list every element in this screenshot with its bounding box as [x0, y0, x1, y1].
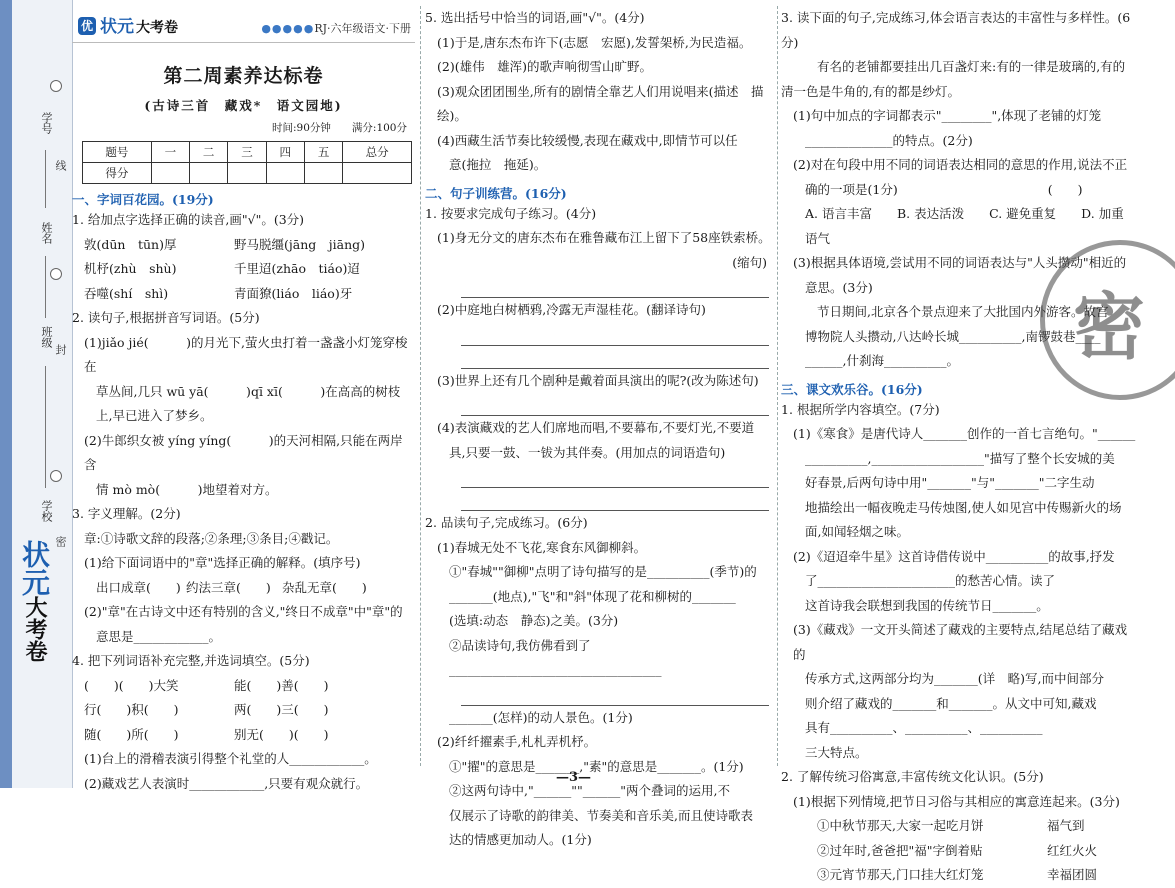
vertical-logo: 状元大考卷 [18, 540, 51, 662]
passage-line: 有名的老铺都要挂出几百盏灯来:有的一律是玻璃的,有的 [817, 59, 1126, 74]
question-line[interactable]: 则介绍了藏戏的_______和_______。从文中可知,藏戏 [805, 695, 1097, 711]
column-divider [777, 6, 779, 766]
question-line: 三大特点。 [805, 744, 868, 760]
question-line[interactable]: 好春景,后两句诗中用"_______"与"_______"二字生动 [805, 475, 1095, 490]
match-right[interactable]: 红红火火 [1047, 842, 1098, 858]
question: 3. 字义理解。(2分) [72, 506, 181, 521]
passage-line: 清一色是牛角的,有的都是纱灯。 [781, 83, 960, 99]
score-label-cell: 得分 [83, 163, 152, 184]
field-school: 学校 [40, 500, 53, 522]
series-label: ●●●●●RJ·六年级语文·下册 [261, 22, 411, 35]
cut-mark: 封 [54, 344, 67, 355]
question-line: 情 mò mò( )地望着对方。 [96, 481, 278, 497]
question-line[interactable]: 确的一项是(1分) ( ) [805, 181, 1083, 197]
score-header-cell: 总分 [343, 142, 412, 163]
punch-hole [50, 80, 62, 92]
idiom-item[interactable]: 两( )三( ) [234, 702, 329, 717]
question-line[interactable]: ②品读诗句,我仿佛看到了__________________________________ [449, 637, 662, 677]
question-line[interactable]: _______(地点),"飞"和"斜"体现了花和柳树的_______ [449, 588, 736, 604]
question-line: (1)jiǎo jié( )的月光下,萤火虫打着一盏盏小灯笼穿梭在 [84, 334, 408, 374]
question-line: 意思。(3分) [805, 279, 873, 295]
pinyin-item[interactable]: 野马脱缰(jāng jiāng) [234, 236, 366, 252]
question-line[interactable]: 传承方式,这两部分均为_______(详 略)写,而中间部分 [805, 671, 1104, 686]
question-line: 达的情感更加动人。(1分) [449, 832, 592, 847]
score-input-cell[interactable] [190, 163, 228, 184]
question-line: (3)世界上还有几个剧种是戴着面具演出的呢?(改为陈述句) [437, 372, 759, 388]
question-line: (1)身无分文的唐东杰布在雅鲁藏布江上留下了58座铁索桥。 [437, 230, 771, 245]
match-right[interactable]: 福气到 [1047, 818, 1085, 833]
strip-edge [0, 0, 12, 788]
question-line[interactable]: 具有__________、__________、__________ [805, 720, 1043, 735]
question-line[interactable]: 这首诗我会联想到我国的传统节日_______。 [805, 597, 1049, 613]
question: 2. 读句子,根据拼音写词语。(5分) [72, 310, 260, 325]
question-line[interactable]: ①"擢"的意思是_______,"素"的意思是_______。(1分) [449, 758, 744, 774]
options-line[interactable]: A. 语言丰富 B. 表达活泼 C. 避免重复 D. 加重语气 [805, 206, 1124, 246]
score-input-cell[interactable] [343, 163, 412, 184]
question-note: (缩句) [732, 254, 767, 270]
question-line: (3)根据具体语境,尝试用不同的词语表达与"人头攒动"相近的 [793, 255, 1127, 270]
exam-meta: 时间:90分钟 满分:100分 [272, 122, 407, 134]
answer-line[interactable] [461, 393, 769, 416]
answer-line[interactable] [461, 465, 769, 488]
score-input-cell[interactable] [228, 163, 266, 184]
question-line[interactable]: (2)(雄伟 雄浑)的歌声响彻雪山旷野。 [437, 59, 652, 74]
question-line[interactable]: (1)《寒食》是唐代诗人_______创作的一首七言绝句。"______ [793, 426, 1136, 441]
pinyin-grid [72, 233, 415, 307]
field-student-number: 学号 [40, 112, 53, 134]
score-header-cell: 一 [151, 142, 189, 163]
field-line [45, 150, 46, 208]
question-line[interactable]: ______________的特点。(2分) [805, 132, 973, 148]
cut-mark: 密 [54, 536, 67, 547]
question-line: 仅展示了诗歌的韵律美、节奏美和音乐美,而且使诗歌表 [449, 807, 753, 823]
pinyin-item[interactable]: 吞噬(shí shì) [84, 285, 169, 301]
punch-hole [50, 268, 62, 280]
answer-line[interactable] [461, 346, 769, 369]
secret-stamp: 密 [1040, 240, 1175, 400]
idiom-item[interactable]: 能( )善( ) [234, 677, 329, 693]
passage-line: 节日期间,北京各个景点迎来了大批国内外游客。故宫 [817, 304, 1109, 319]
match-right[interactable]: 幸福团圆 [1047, 867, 1098, 882]
question-line[interactable]: (4)西藏生活节奏比较缓慢,表现在藏戏中,即情节可以任 [437, 132, 738, 148]
punch-hole [50, 470, 62, 482]
score-header-cell: 二 [190, 142, 228, 163]
idiom-item[interactable]: 行( )积( ) [84, 702, 179, 717]
question-line: (2)"章"在古诗文中还有特别的含义,"终日不成章"中"章"的 [84, 604, 403, 619]
pinyin-item[interactable]: 机杼(zhù shù) [84, 261, 177, 276]
choice-row [72, 576, 415, 601]
answer-line[interactable] [461, 683, 769, 706]
page-number: —3— [556, 770, 592, 785]
question-line[interactable]: __________,__________________"描写了整个长安城的美 [805, 450, 1115, 466]
question-line: (2)纤纤擢素手,札札弄机杼。 [437, 734, 597, 749]
question-line: 上,早已进入了梦乡。 [96, 408, 213, 423]
match-left[interactable]: ①中秋节那天,大家一起吃月饼 [817, 818, 984, 833]
match-left[interactable]: ②过年时,爸爸把"福"字倒着贴 [817, 842, 983, 858]
question-line[interactable]: ①"春城""御柳"点明了诗句描写的是__________(季节)的 [449, 564, 757, 579]
question-line[interactable]: (1)句中加点的字词都表示"________",体现了老铺的灯笼 [793, 108, 1102, 123]
definition-line: 章:①诗歌文辞的段落;②条理;③条目;④戳记。 [84, 530, 339, 546]
idiom-item[interactable]: 别无( )( ) [234, 726, 329, 742]
exam-subtitle: (古诗三首 藏戏* 语文园地) [144, 98, 343, 113]
page-header [72, 6, 415, 43]
question-line: 地描绘出一幅夜晚走马传烛图,使人如见宫中传赐新火的场 [805, 499, 1122, 515]
question: 5. 选出括号中恰当的词语,画"√"。(4分) [425, 10, 645, 25]
question-line: (3)《藏戏》一文开头简述了藏戏的主要特点,结尾总结了藏戏的 [793, 622, 1128, 662]
question: 1. 根据所学内容填空。(7分) [781, 401, 940, 417]
field-line [45, 256, 46, 318]
question-line[interactable]: ②这两句诗中,"______""______"两个叠词的运用,不 [449, 783, 730, 798]
section-heading: 二、句子训练营。(16分) [425, 185, 567, 201]
question-line: (2)牛郎织女被 yíng yíng( )的天河相隔,只能在两岸含 [84, 432, 403, 472]
idiom-item[interactable]: 随( )所( ) [84, 726, 179, 742]
field-name: 姓名 [40, 222, 53, 244]
question: 3. 读下面的句子,完成练习,体会语言表达的丰富性与多样性。(6分) [781, 10, 1131, 50]
question-line[interactable]: (1)于是,唐东杰布许下(志愿 宏愿),发誓架桥,为民造福。 [437, 34, 752, 50]
section-heading: 三、课文欢乐谷。(16分) [781, 381, 923, 397]
question-line[interactable]: 了______________________的愁苦心情。读了 [805, 573, 1056, 588]
question-line[interactable]: 意(拖拉 拖延)。 [449, 157, 547, 172]
match-left[interactable]: ③元宵节那天,门口挂大红灯笼 [817, 867, 984, 882]
column-2 [425, 6, 775, 853]
question-line: (2)中庭地白树栖鸦,冷露无声湿桂花。(翻译诗句) [437, 302, 706, 317]
question: 2. 品读句子,完成练习。(6分) [425, 515, 588, 530]
score-header-cell: 五 [304, 142, 342, 163]
question-line[interactable]: (3)观众团团围坐,所有的剧情全靠艺人们用说唱来(描述 描绘)。 [437, 83, 764, 123]
answer-line[interactable] [461, 323, 769, 346]
question-line: (1)根据下列情境,把节日习俗与其相应的寓意连起来。(3分) [793, 793, 1120, 809]
score-input-cell[interactable] [304, 163, 342, 184]
column-divider [420, 6, 422, 766]
question-line[interactable]: (2)《迢迢牵牛星》这首诗借传说中__________的故事,抒发 [793, 548, 1115, 564]
question-line[interactable]: (2)藏戏艺人表演时____________,只要有观众就行。 [84, 775, 369, 791]
passage-line[interactable]: 博物院人头攒动,八达岭长城__________,南锣鼓巷____ [805, 328, 1101, 344]
answer-line[interactable] [461, 275, 769, 298]
column-3 [781, 6, 1136, 888]
question-line: 具,只要一鼓、一钹为其伴奏。(用加点的词语造句) [449, 444, 726, 460]
score-header-cell: 四 [266, 142, 304, 163]
column-1 [72, 6, 415, 796]
passage-line[interactable]: ______,什刹海__________。 [805, 353, 959, 368]
answer-line[interactable] [461, 488, 769, 511]
cut-mark: 线 [54, 160, 67, 171]
section-heading: 一、字词百花园。(19分) [72, 192, 214, 207]
choice-item[interactable]: 出口成章( ) [96, 579, 181, 595]
brand-icon: 优 [78, 17, 96, 35]
exam-title: 第二周素养达标卷 [163, 65, 324, 87]
question-line[interactable]: _______(怎样)的动人景色。(1分) [449, 709, 633, 725]
pinyin-item[interactable]: 青面獠(liáo liáo)牙 [234, 285, 353, 301]
score-header-cell: 题号 [83, 142, 152, 163]
question-line: (1)春城无处不飞花,寒食东风御柳斜。 [437, 539, 647, 555]
score-input-cell[interactable] [266, 163, 304, 184]
question-line: (1)给下面词语中的"章"选择正确的解释。(填序号) [84, 555, 361, 570]
score-header-cell: 三 [228, 142, 266, 163]
field-line [45, 366, 46, 488]
field-class: 班级 [40, 326, 53, 348]
idiom-grid [72, 674, 415, 748]
question-line: 面,如闻轻烟之味。 [805, 524, 909, 539]
question: 2. 了解传统习俗寓意,丰富传统文化认识。(5分) [781, 769, 1044, 784]
choice-item[interactable]: 约法三章( ) [186, 579, 271, 595]
brand-logo: 优 状元 大考卷 [78, 12, 178, 37]
question-line: 草丛间,几只 wū yā( )qī xī( )在高高的树枝 [96, 383, 401, 399]
question-line: (4)表演藏戏的艺人们席地而唱,不要幕布,不要灯光,不要道 [437, 420, 755, 435]
question-line[interactable]: (1)台上的滑稽表演引得整个礼堂的人____________。 [84, 751, 377, 766]
idiom-item[interactable]: ( )( )大笑 [84, 677, 179, 693]
pinyin-item[interactable]: 千里迢(zhāo tiáo)迢 [234, 261, 360, 276]
question-line: (2)对在句段中用不同的词语表达相同的意思的作用,说法不正 [793, 157, 1128, 172]
question-line[interactable]: 意思是____________。 [96, 628, 222, 644]
question-line[interactable]: (选填:动态 静态)之美。(3分) [449, 613, 619, 628]
score-input-cell[interactable] [151, 163, 189, 184]
matching-grid [781, 814, 1136, 888]
choice-item[interactable]: 杂乱无章( ) [282, 579, 367, 595]
pinyin-item[interactable]: 敦(dūn tūn)厚 [84, 236, 177, 252]
question: 4. 把下列词语补充完整,并选词填空。(5分) [72, 653, 310, 668]
question: 1. 给加点字选择正确的读音,画"√"。(3分) [72, 212, 305, 227]
question: 1. 按要求完成句子练习。(4分) [425, 205, 597, 221]
score-table [82, 141, 412, 184]
binding-strip [0, 0, 73, 788]
